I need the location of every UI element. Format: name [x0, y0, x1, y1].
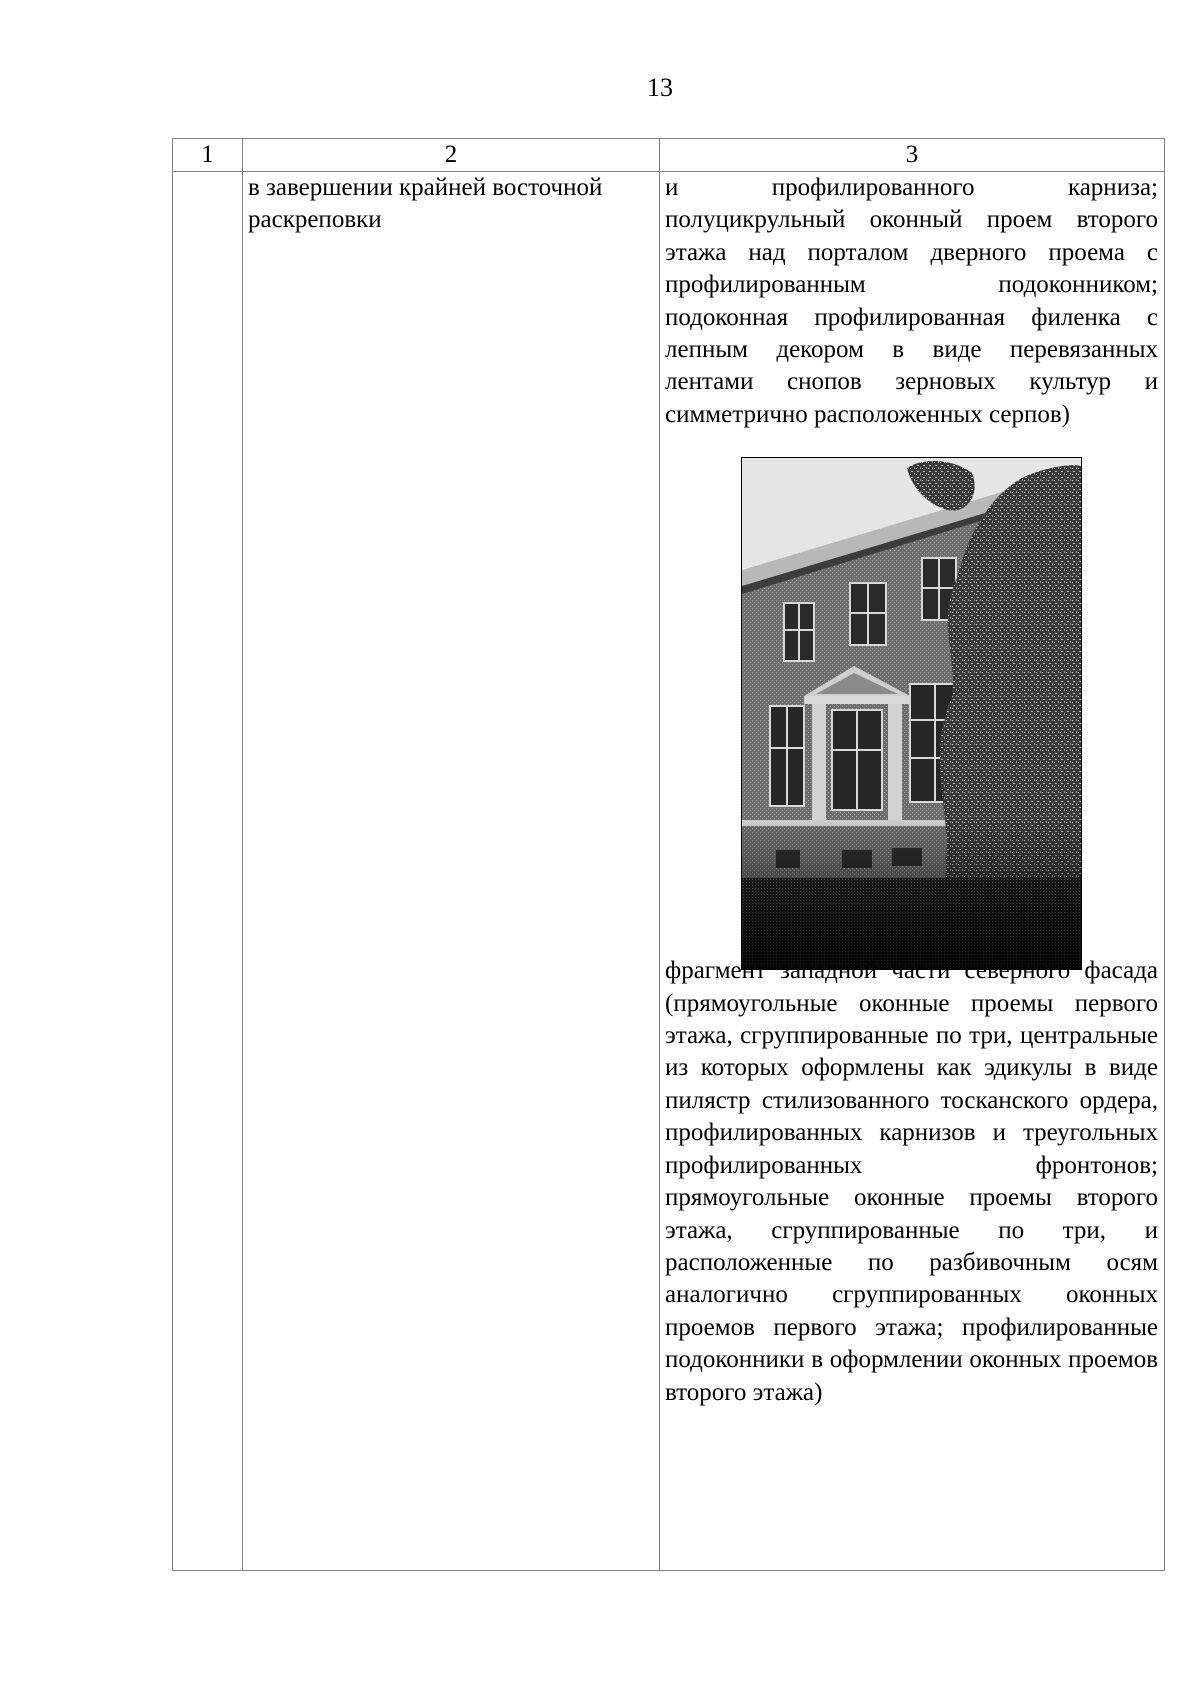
header-cell-1: 1	[173, 139, 243, 172]
header-cell-2: 2	[243, 139, 660, 172]
description-text-top: и профилированного карниза; полуцикрульный оконный проем второго этажа над порталом дверного проема с профилированным подоконником; подоконная профилированная филенка с лепным декором в виде перевязанных лентами снопов зерновых культур и симметрично расположенных серпов)	[665, 174, 1158, 428]
location-line-1: в завершении крайней восточной	[248, 174, 603, 201]
page-number: 13	[647, 73, 673, 102]
header-cell-3: 3	[660, 139, 1165, 172]
row-cell-description	[660, 172, 1165, 1571]
row-cell-location	[243, 172, 660, 1571]
row-cell-number	[173, 172, 243, 1571]
table-header-row	[173, 139, 1165, 172]
photo-container	[665, 431, 1158, 955]
monument-description-table	[172, 138, 1165, 1571]
description-text-bottom: фрагмент западной части северного фасада (прямоугольные оконные проемы первого этажа, сгруппированные по три, центральные из которых оформлены как эдикулы в виде пилястр стилизованного тосканского ордера, профилированных карнизов и треугольных профилированных фронтонов; прямоугольные оконные проемы второго этажа, сгруппированные по три, и расположенные по разбивочным осям аналогично сгруппированных оконных проемов первого этажа; профилированные подоконники в оформлении оконных проемов второго этажа)	[665, 957, 1158, 1406]
table-row	[173, 172, 1165, 1571]
building-facade-photo-icon	[741, 457, 1082, 970]
location-line-2: раскреповки	[248, 206, 382, 234]
